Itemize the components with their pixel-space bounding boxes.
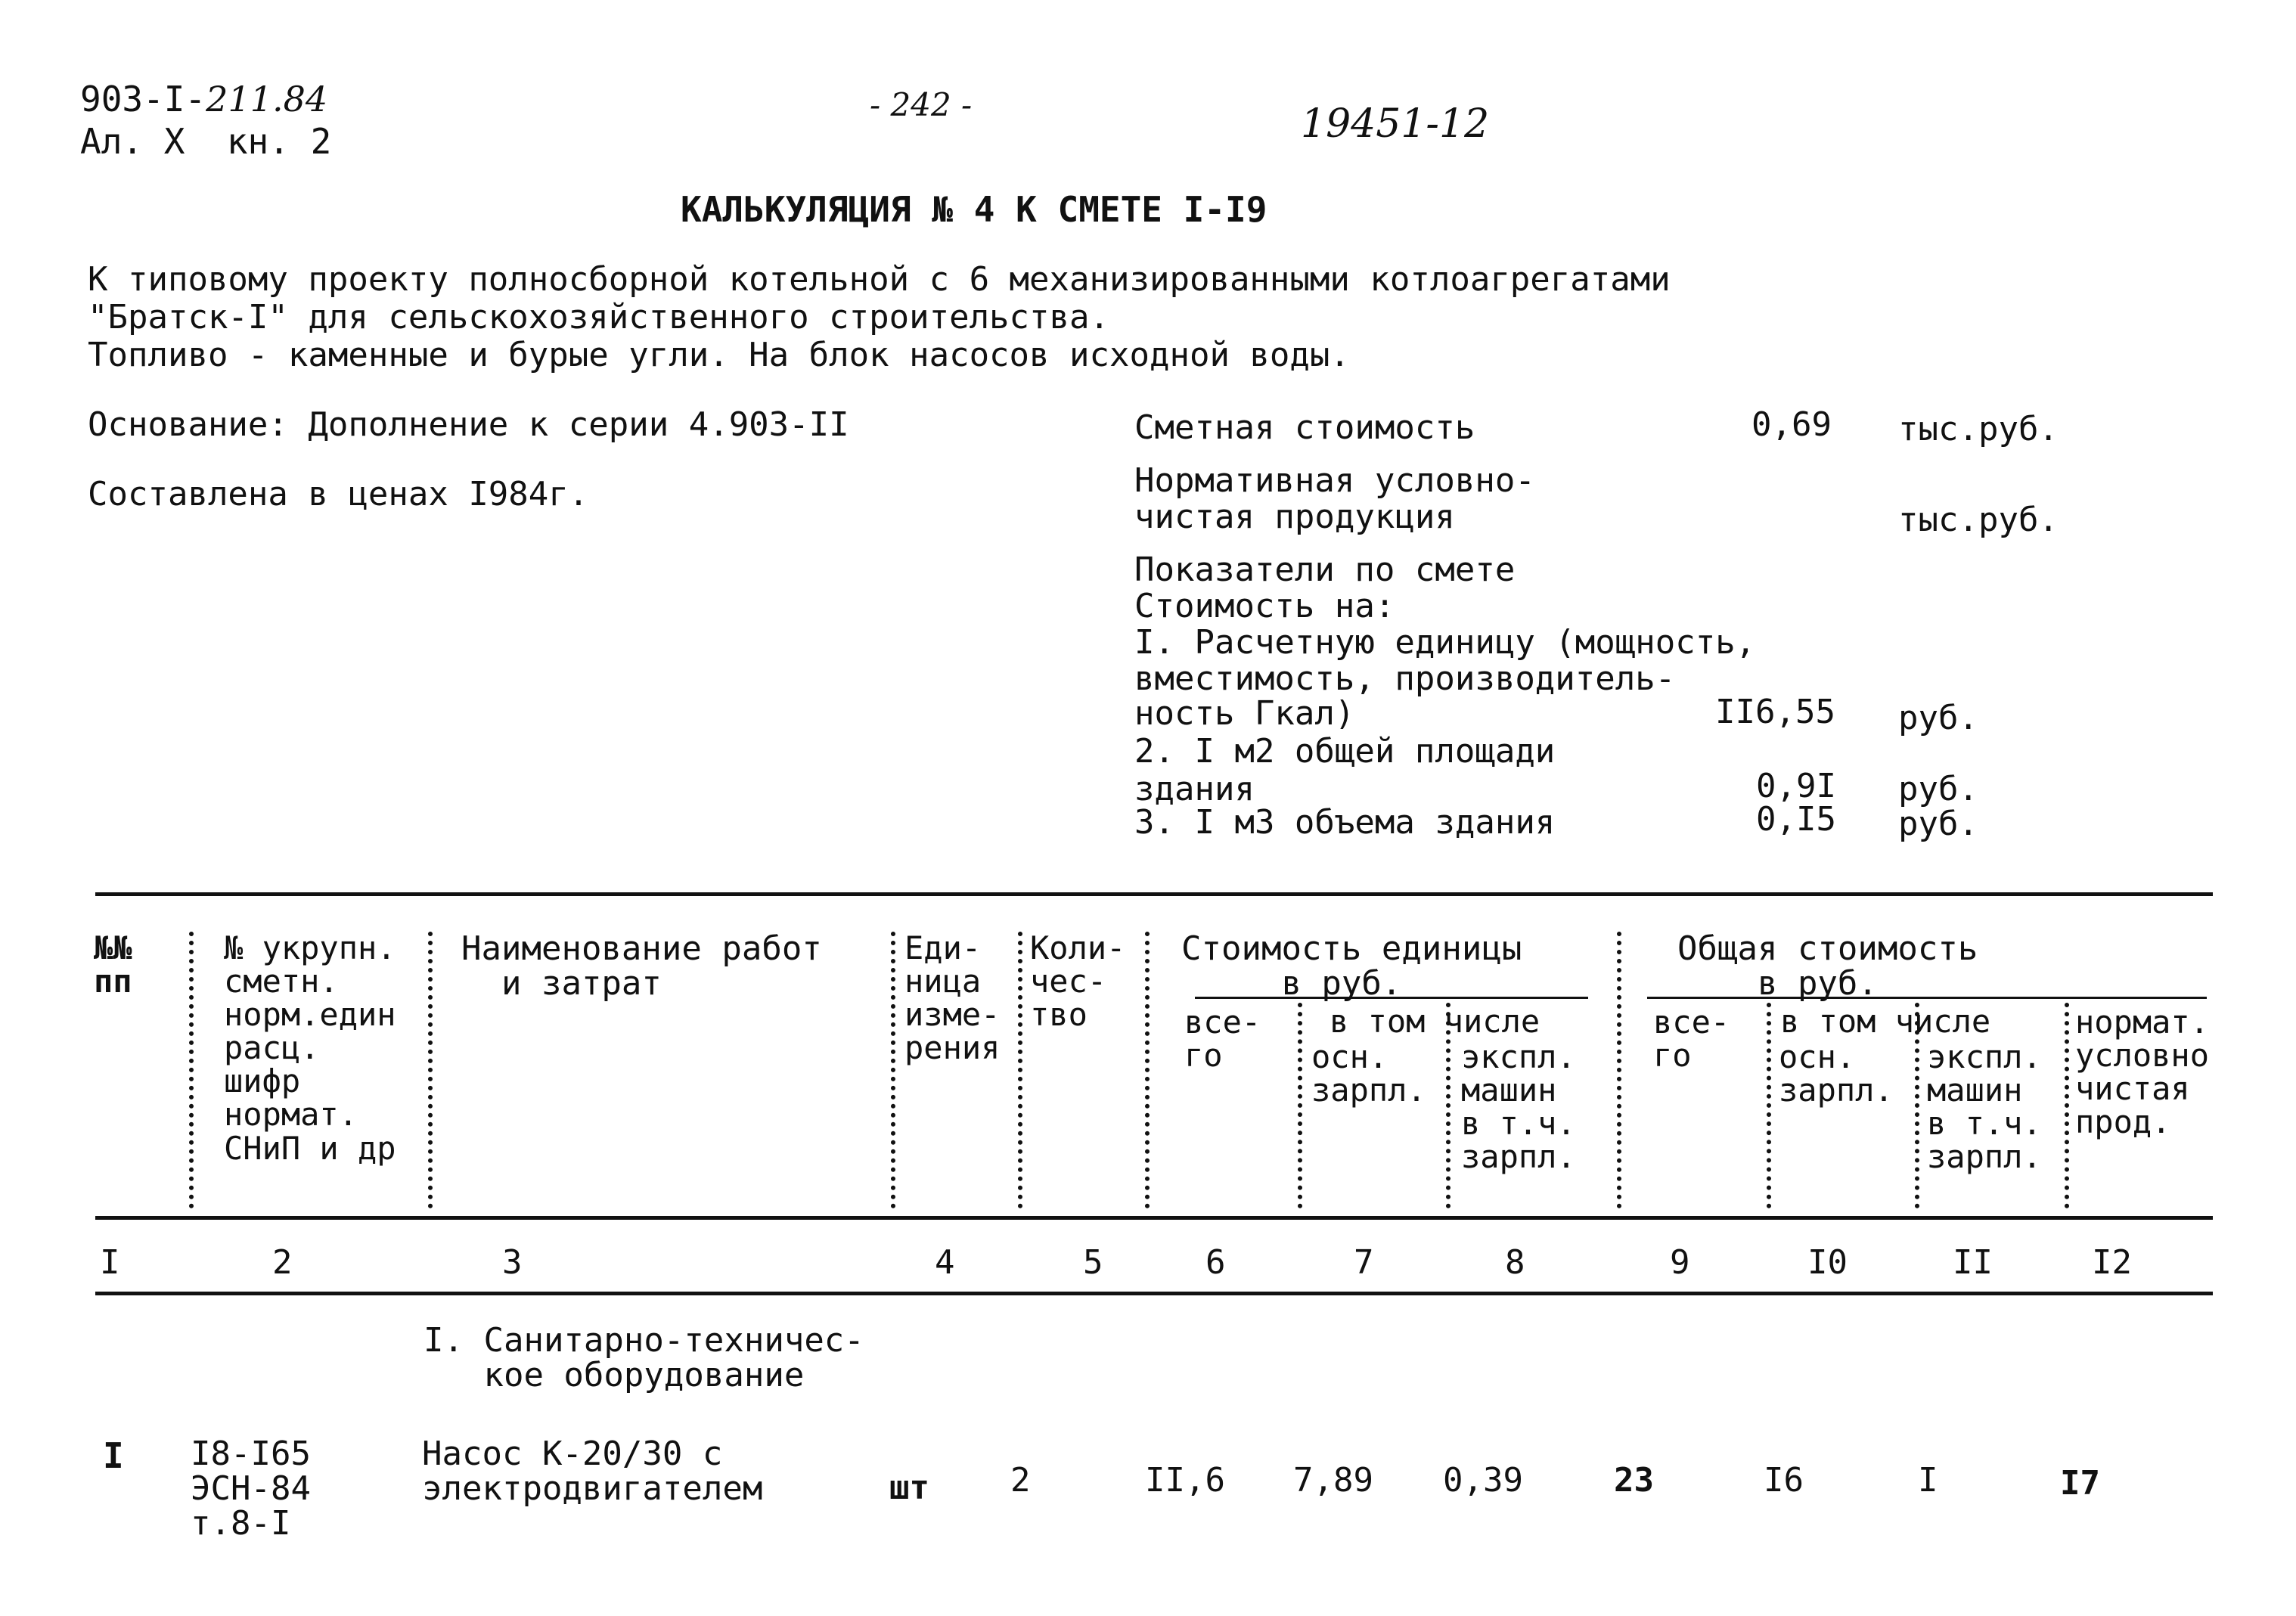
row-total-machines: I bbox=[1918, 1461, 1938, 1500]
header-separator bbox=[2065, 1003, 2069, 1208]
intro-line-1: К типовому проекту полносборной котельной с 6 механизированными котлоагрегатами bbox=[88, 260, 1671, 299]
indicator-3-line: 3. I м3 объема здания bbox=[1134, 803, 1556, 842]
column-number: 3 bbox=[502, 1243, 523, 1282]
header-separator bbox=[1617, 932, 1621, 1208]
indicators-title: Показатели по смете bbox=[1134, 551, 1516, 589]
column-number: 2 bbox=[272, 1243, 293, 1282]
column-number: I0 bbox=[1807, 1243, 1848, 1282]
indicator-1-line-3: ность Гкал) bbox=[1134, 694, 1355, 733]
inventory-number: 19451-12 bbox=[1301, 101, 1490, 147]
col-header-unit-including: в том числе bbox=[1330, 1003, 1540, 1040]
column-number: 8 bbox=[1505, 1243, 1525, 1282]
col-header-total: все- го bbox=[1653, 1003, 1730, 1075]
indicator-2-unit: руб. bbox=[1898, 770, 1978, 808]
indicator-3-unit: руб. bbox=[1898, 805, 1978, 843]
col-header-unit: Еди- ница изме- рения bbox=[904, 929, 1001, 1067]
row-number: I bbox=[103, 1435, 124, 1476]
header-separator bbox=[1145, 932, 1150, 1208]
col-header-total-wage: осн. зарпл. bbox=[1779, 1038, 1894, 1109]
col-header-total-machines: экспл. машин в т.ч. зарпл. bbox=[1927, 1038, 2042, 1176]
estimated-cost-unit: тыс.руб. bbox=[1898, 410, 2059, 448]
indicator-2-value: 0,9I bbox=[1756, 767, 1836, 805]
page-number: - 242 - bbox=[870, 86, 973, 123]
col-header-unit-cost-group: Стоимость единицы в руб. bbox=[1181, 929, 1522, 1003]
basis-line: Основание: Дополнение к серии 4.903-II bbox=[88, 405, 849, 444]
row-total-wage: I6 bbox=[1764, 1461, 1804, 1500]
net-product-label-2: чистая продукция bbox=[1134, 498, 1455, 536]
col-header-unit-wage: осн. зарпл. bbox=[1311, 1038, 1426, 1109]
table-top-rule bbox=[95, 892, 2213, 896]
indicator-1-value: II6,55 bbox=[1715, 693, 1835, 731]
net-product-label-1: Нормативная условно- bbox=[1134, 461, 1535, 500]
col-header-net-product: нормат. условно чистая прод. bbox=[2075, 1003, 2210, 1141]
page-title: КАЛЬКУЛЯЦИЯ № 4 К СМЕТЕ I-I9 bbox=[681, 189, 1267, 230]
doc-code bbox=[80, 79, 328, 119]
header-separator bbox=[428, 932, 433, 1208]
intro-line-2: "Братск-I" для сельскохозяйственного строительства. bbox=[88, 298, 1110, 337]
row-work-name: Насос К-20/30 с электродвигателем bbox=[422, 1435, 763, 1509]
column-number: 5 bbox=[1083, 1243, 1103, 1282]
header-bottom-rule bbox=[95, 1216, 2213, 1220]
indicator-1-line-1: I. Расчетную единицу (мощность, bbox=[1134, 623, 1756, 662]
indicator-1-unit: руб. bbox=[1898, 699, 1978, 737]
col-header-total-cost-group: Общая стоимость в руб. bbox=[1677, 929, 1978, 1003]
column-number: 6 bbox=[1205, 1243, 1226, 1282]
header-separator bbox=[891, 932, 895, 1208]
col-header-norm-code: № укрупн. сметн. норм.един расц. шифр нормат. СНиП и др bbox=[224, 929, 396, 1167]
row-total: 23 bbox=[1614, 1461, 1654, 1500]
column-number: II bbox=[1953, 1243, 1993, 1282]
indicator-1-line-2: вместимость, производитель- bbox=[1134, 659, 1676, 698]
col-header-unit-total: все- го bbox=[1184, 1003, 1261, 1075]
column-number: I2 bbox=[2092, 1243, 2132, 1282]
column-number: 9 bbox=[1670, 1243, 1690, 1282]
col-header-work-name: Наименование работ и затрат bbox=[461, 929, 822, 1003]
row-net-product: I7 bbox=[2060, 1464, 2100, 1503]
indicator-2-line-2: здания bbox=[1134, 770, 1255, 808]
doc-code-printed: 903-I- bbox=[80, 79, 206, 119]
prices-line: Составлена в ценах I984г. bbox=[88, 475, 589, 513]
column-number: 4 bbox=[935, 1243, 955, 1282]
cost-for-label: Стоимость на: bbox=[1134, 587, 1395, 625]
row-norm-code: I8-I65 ЭСН-84 т.8-I bbox=[191, 1435, 311, 1543]
row-unit-total: II,6 bbox=[1145, 1461, 1225, 1500]
header-separator bbox=[1298, 1003, 1302, 1208]
section-title: I. Санитарно-техничес- кое оборудование bbox=[424, 1321, 864, 1395]
indicator-2-line-1: 2. I м2 общей площади bbox=[1134, 732, 1556, 771]
intro-line-3: Топливо - каменные и бурые угли. На блок насосов исходной воды. bbox=[88, 336, 1350, 374]
estimated-cost-label: Сметная стоимость bbox=[1134, 408, 1475, 447]
row-unit: шт bbox=[889, 1469, 929, 1507]
column-number: I bbox=[100, 1243, 120, 1282]
col-header-number: №№ пп bbox=[94, 929, 132, 1000]
header-separator bbox=[189, 932, 194, 1208]
column-numbers-rule bbox=[95, 1292, 2213, 1295]
header-separator bbox=[1767, 1003, 1771, 1208]
header-separator bbox=[1018, 932, 1022, 1208]
col-header-unit-machines: экспл. машин в т.ч. зарпл. bbox=[1461, 1038, 1576, 1176]
col-header-quantity: Коли- чес- тво bbox=[1030, 929, 1126, 1034]
column-number: 7 bbox=[1354, 1243, 1374, 1282]
album-line: Ал. Х кн. 2 bbox=[80, 121, 332, 162]
row-quantity: 2 bbox=[1010, 1461, 1031, 1500]
estimated-cost-value: 0,69 bbox=[1751, 405, 1832, 444]
indicator-3-value: 0,I5 bbox=[1756, 800, 1836, 839]
row-unit-wage: 7,89 bbox=[1293, 1461, 1373, 1500]
row-unit-machines: 0,39 bbox=[1443, 1461, 1523, 1500]
doc-code-handwritten: 211.84 bbox=[206, 79, 328, 119]
net-product-unit: тыс.руб. bbox=[1898, 501, 2059, 539]
col-header-total-including: в том числе bbox=[1780, 1003, 1991, 1040]
